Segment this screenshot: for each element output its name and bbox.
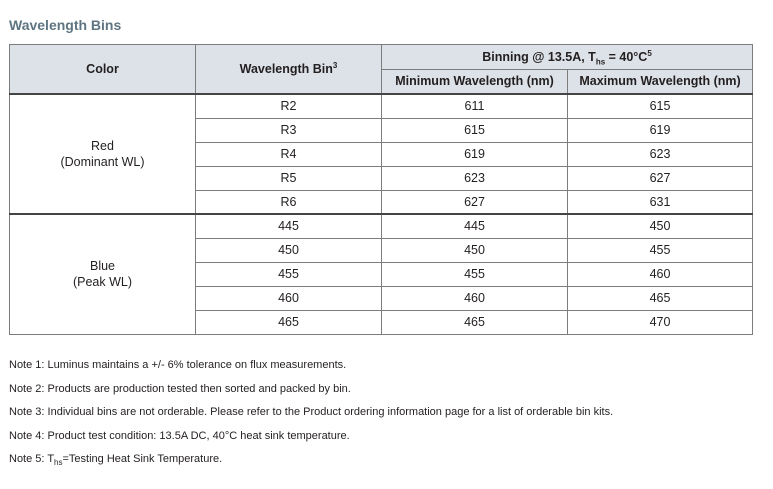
max-cell: 450 bbox=[568, 214, 753, 238]
min-cell: 460 bbox=[382, 286, 568, 310]
bin-cell: R3 bbox=[196, 118, 382, 142]
min-cell: 619 bbox=[382, 142, 568, 166]
page-title: Wavelength Bins bbox=[9, 17, 122, 33]
max-cell: 460 bbox=[568, 262, 753, 286]
bin-cell: 465 bbox=[196, 310, 382, 334]
max-cell: 619 bbox=[568, 118, 753, 142]
note-3: Note 3: Individual bins are not orderable. Please refer to the Product ordering information page for a list of orderable bin kits. bbox=[9, 406, 614, 418]
min-cell: 455 bbox=[382, 262, 568, 286]
max-cell: 631 bbox=[568, 190, 753, 214]
note-5: Note 5: $T_{hs}=Testing$ Heat Sink Temperature. bbox=[9, 453, 223, 468]
table-row bbox=[10, 94, 753, 118]
min-cell: 623 bbox=[382, 166, 568, 190]
bin-cell: 460 bbox=[196, 286, 382, 310]
header-min-wavelength: Minimum Wavelength (nm) bbox=[382, 69, 568, 94]
min-cell: 615 bbox=[382, 118, 568, 142]
color-cell-red: Red (Dominant WL) bbox=[10, 94, 196, 214]
min-cell: 465 bbox=[382, 310, 568, 334]
max-cell: 470 bbox=[568, 310, 753, 334]
color-cell-blue: Blue (Peak WL) bbox=[10, 214, 196, 334]
bin-cell: R4 bbox=[196, 142, 382, 166]
bin-cell: R2 bbox=[196, 94, 382, 118]
bin-cell: R5 bbox=[196, 166, 382, 190]
bin-cell: 450 bbox=[196, 238, 382, 262]
bin-cell: 445 bbox=[196, 214, 382, 238]
note-2: Note 2: Products are production tested then sorted and packed by bin. bbox=[9, 382, 351, 395]
note-1: Note 1: Luminus maintains a +/- 6% tolerance on flux measurements. bbox=[9, 359, 347, 371]
min-cell: 627 bbox=[382, 190, 568, 214]
header-binning-condition: Binning @ 13.5A, $T_{hs} = 40^\circ C^5$ bbox=[382, 45, 753, 70]
max-cell: 623 bbox=[568, 142, 753, 166]
min-cell: 445 bbox=[382, 214, 568, 238]
bin-cell: R6 bbox=[196, 190, 382, 214]
header-color: Color bbox=[10, 45, 196, 95]
notes-section bbox=[9, 358, 613, 476]
table-row bbox=[10, 214, 753, 238]
min-cell: 450 bbox=[382, 238, 568, 262]
note-4: Note 4: Product test condition: 13.5A DC, 40°C heat sink temperature. bbox=[9, 429, 350, 442]
max-cell: 455 bbox=[568, 238, 753, 262]
header-wavelength-bin: Wavelength Bin$^3$ bbox=[196, 45, 382, 95]
bin-cell: 455 bbox=[196, 262, 382, 286]
max-cell: 615 bbox=[568, 94, 753, 118]
max-cell: 627 bbox=[568, 166, 753, 190]
header-max-wavelength: Maximum Wavelength (nm) bbox=[568, 69, 753, 94]
min-cell: 611 bbox=[382, 94, 568, 118]
max-cell: 465 bbox=[568, 286, 753, 310]
wavelength-bins-table bbox=[9, 44, 753, 335]
